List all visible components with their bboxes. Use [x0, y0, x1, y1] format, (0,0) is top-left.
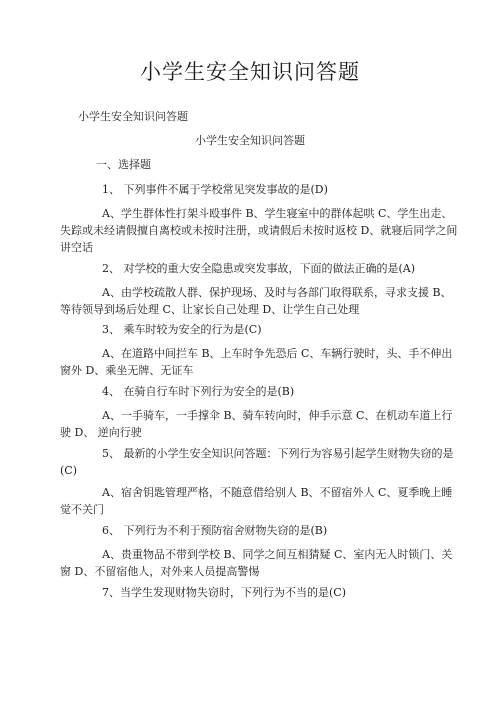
- answer-4: [60, 407, 452, 441]
- question-3: 3、 乘车时较为安全的行为是(C): [102, 323, 262, 336]
- answer-2: [60, 284, 452, 318]
- section-heading: 小学生安全知识问答题: [195, 134, 305, 147]
- answer-3-line-2: 窗外 D、乘坐无牌、无证车: [60, 364, 194, 377]
- document-subtitle: 小学生安全知识问答题: [78, 110, 188, 123]
- answer-1-line-2: 失踪或未经请假擅自离校或未按时注册，或请假后未按时返校 D、就寝后同学之间: [60, 224, 458, 237]
- page-title: 小学生安全知识问答题: [140, 60, 360, 84]
- answer-2-line-1: A、由学校疏散人群、保护现场、及时与各部门取得联系，寻求支援 B、: [102, 286, 452, 299]
- section-label: 一、选择题: [96, 158, 151, 171]
- question-2: 2、 对学校的重大安全隐患或突发事故，下面的做法正确的是(A): [102, 262, 416, 275]
- question-1: 1、 下列事件不属于学校常见突发事故的是(D): [102, 183, 328, 196]
- answer-4-line-1: A、一手骑车，一手撑伞 B、骑车转向时，伸手示意 C、在机动车道上行: [102, 409, 453, 422]
- answer-3-line-1: A、在道路中间拦车 B、上车时争先恐后 C、车辆行驶时，头、手不伸出: [102, 347, 453, 360]
- question-5-line-2: (C): [60, 464, 77, 477]
- answer-1: [60, 205, 458, 256]
- question-6: 6、 下列行为不利于预防宿舍财物失窃的是(B): [102, 524, 328, 537]
- answer-5-line-2: 觉不关门: [60, 503, 104, 516]
- answer-5: [60, 484, 452, 518]
- answer-6-line-2: 窗 D、不留宿他人，对外来人员提高警惕: [60, 565, 260, 578]
- question-4: 4、 在骑自行车时下列行为安全的是(B): [102, 385, 295, 398]
- answer-6: [60, 546, 452, 580]
- answer-6-line-1: A、贵重物品不带到学校 B、同学之间互相猜疑 C、室内无人时锁门、关: [102, 548, 453, 561]
- answer-1-line-3: 讲空话: [60, 241, 93, 254]
- question-5-line-1: 5、 最新的小学生安全知识问答题：下列行为容易引起学生财物失窃的是: [102, 447, 454, 460]
- answer-4-line-2: 驶 D、 逆向行驶: [60, 426, 142, 439]
- answer-5-line-1: A、宿舍钥匙管理严格，不随意借给别人 B、不留宿外人 C、夏季晚上睡: [102, 486, 453, 499]
- answer-1-line-1: A、学生群体性打架斗殴事件 B、学生寝室中的群体起哄 C、学生出走、: [102, 207, 453, 220]
- answer-3: [60, 345, 452, 379]
- question-5: [60, 445, 452, 479]
- question-7: 7、当学生发现财物失窃时，下列行为不当的是(C): [102, 586, 346, 599]
- answer-2-line-2: 等待领导到场后处理 C、让家长自己处理 D、让学生自己处理: [60, 303, 360, 316]
